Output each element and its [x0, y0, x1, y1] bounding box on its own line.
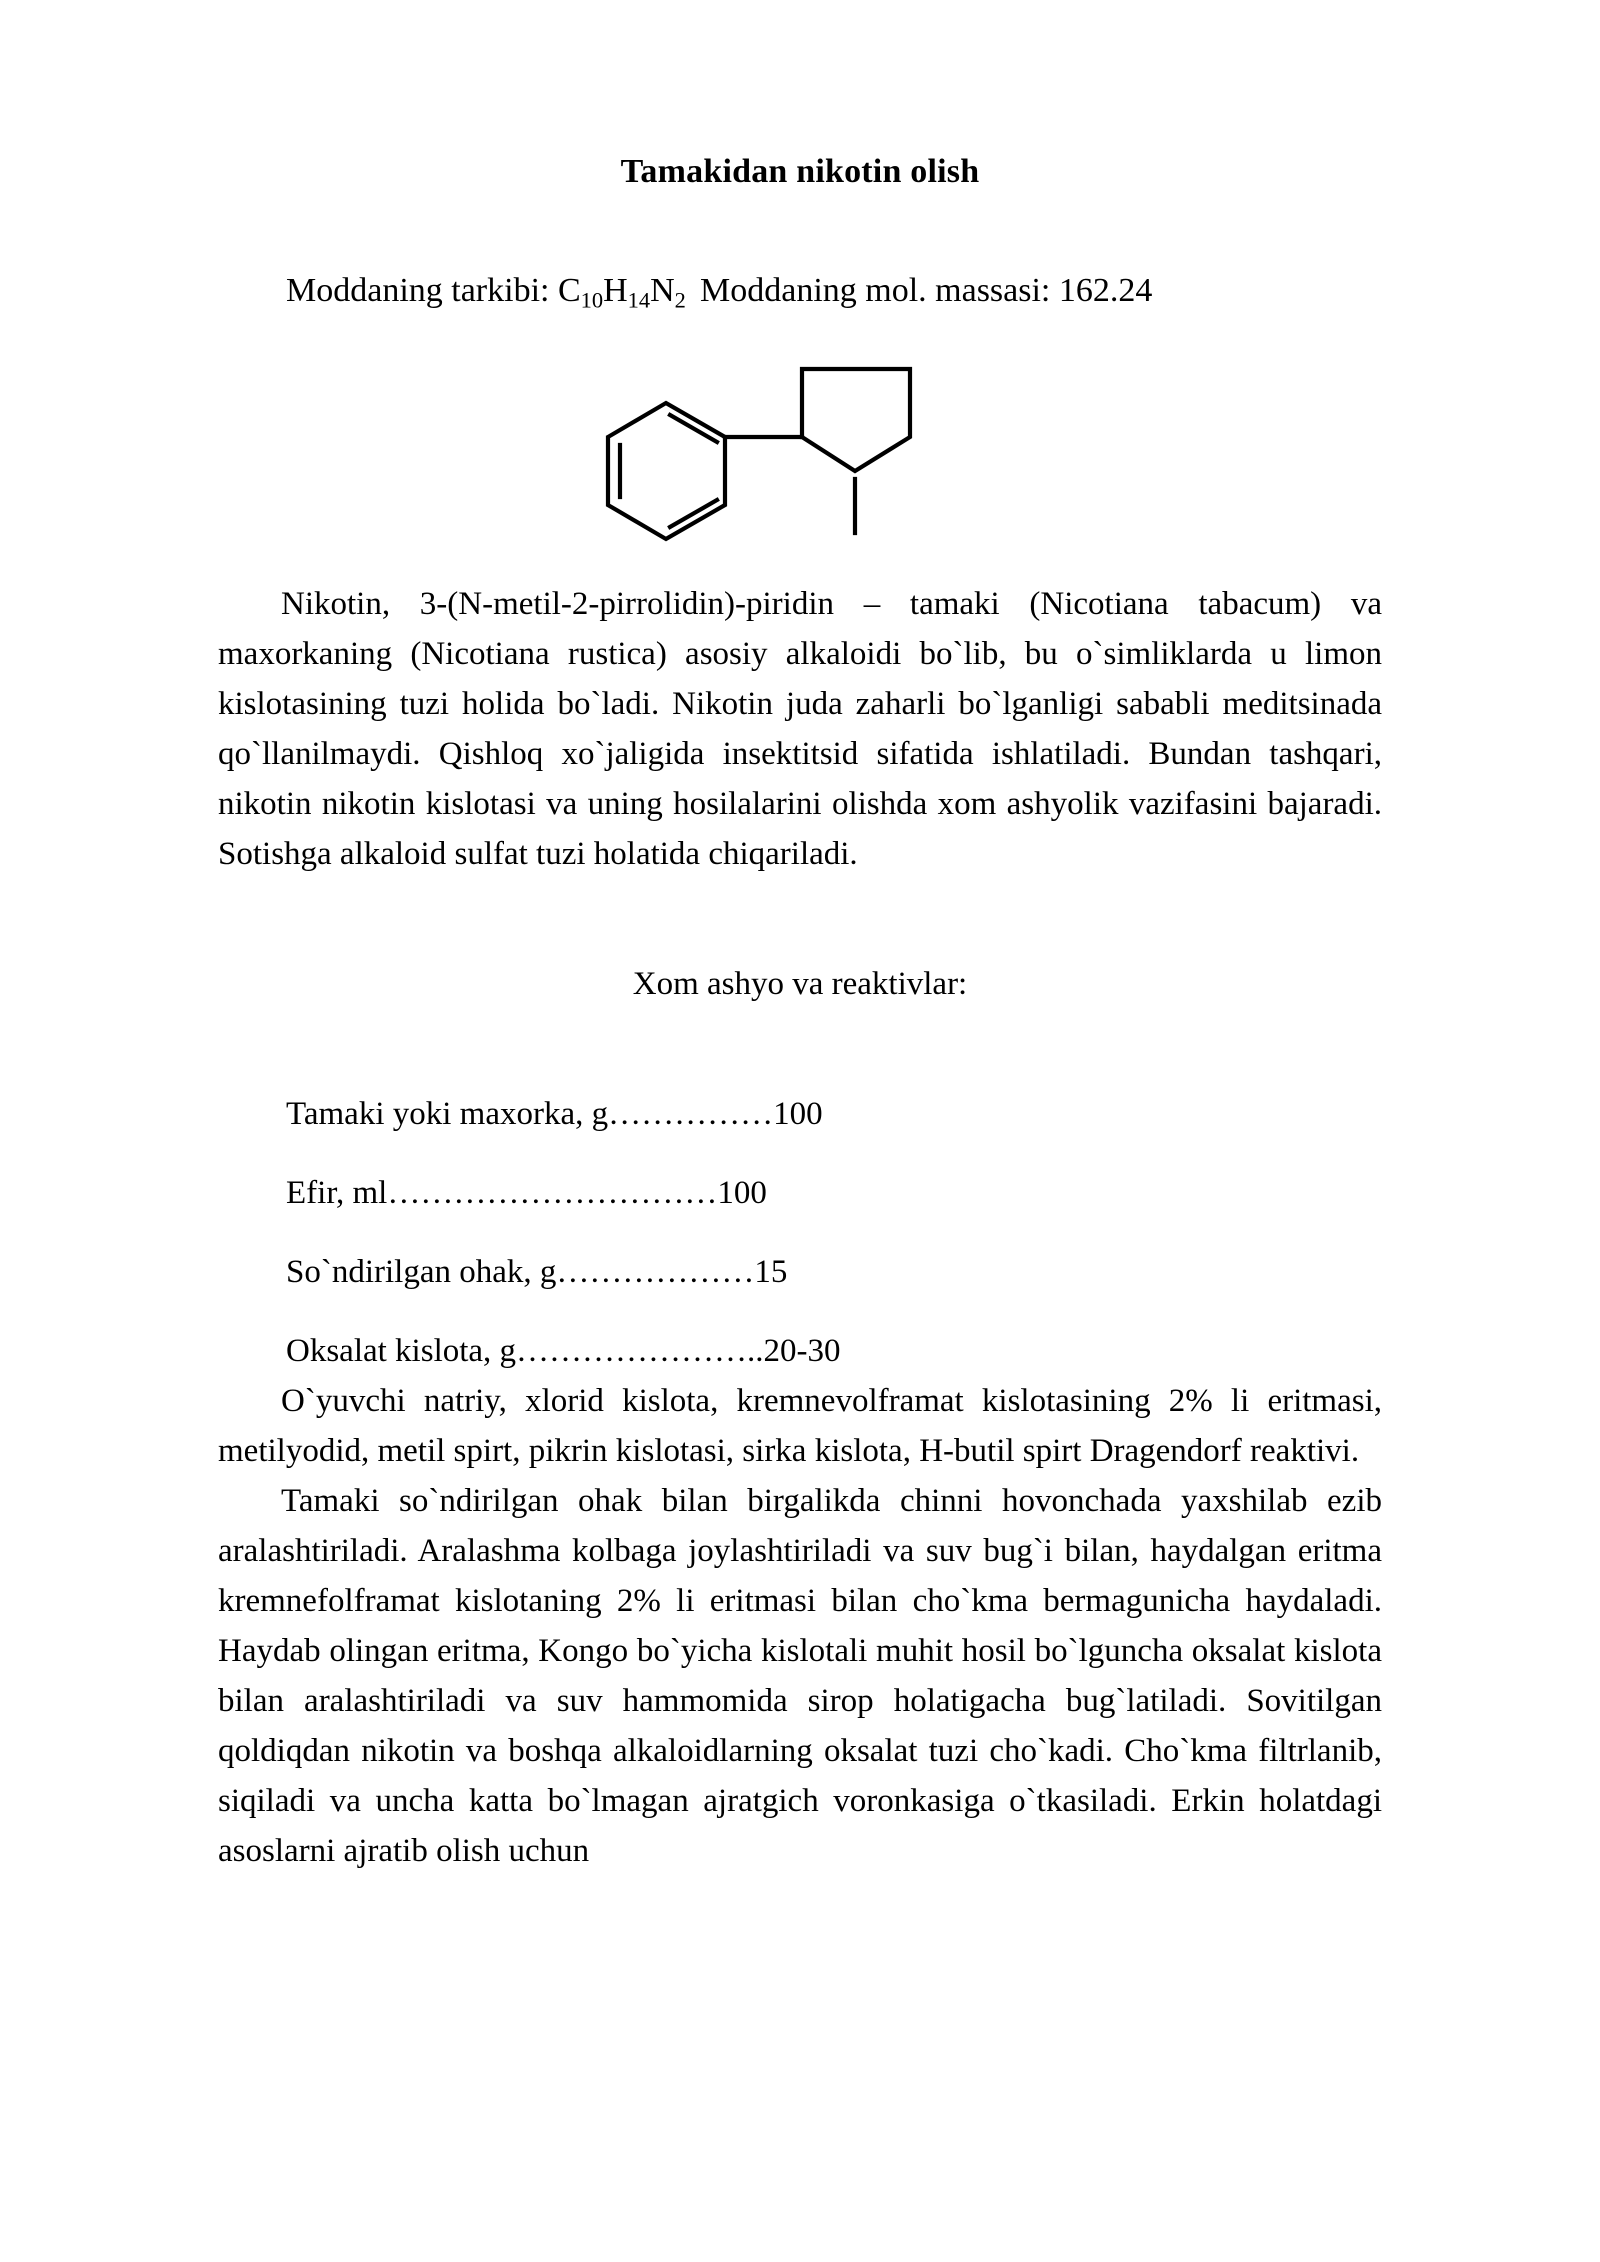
list-item: Efir, ml…………………………100: [286, 1174, 767, 1211]
page-content: [218, 0, 1382, 1876]
list-item: Oksalat kislota, g…………………..20-30: [286, 1332, 841, 1369]
reagents-paragraph: O`yuvchi natriy, xlorid kislota, kremnevolframat kislotasining 2% li eritmasi, metilyodid, metil spirt, pikrin kislotasi, sirka kislota, H-butil spirt Dragendorf reaktivi.: [218, 1382, 1382, 1469]
section-heading-materials: Xom ashyo va reaktivlar:: [632, 965, 968, 1002]
list-item: Tamaki yoki maxorka, g……………100: [286, 1095, 823, 1132]
formula-sub-hydrogen: 14: [627, 287, 651, 313]
formula-hydrogen: H: [603, 271, 628, 309]
formula-sub-carbon: 10: [580, 287, 604, 313]
formula-nitrogen: N: [650, 271, 675, 309]
molar-mass: Moddaning mol. massasi: 162.24: [700, 271, 1153, 309]
page-title: Tamakidan nikotin olish: [620, 153, 980, 190]
molecular-formula: [286, 269, 686, 313]
list-item: So`ndirilgan ohak, g………………15: [286, 1253, 788, 1290]
nicotine-structure-icon: [590, 349, 1010, 569]
formula-row: [218, 269, 1382, 313]
chemical-structure-figure: [218, 349, 1382, 579]
intro-paragraph: Nikotin, 3-(N-metil-2-pirrolidin)-piridin – tamaki (Nicotiana tabacum) va maxorkaning (Nicotiana rustica) asosiy alkaloidi bo`lib, bu o`simliklarda u limon kislotasining tuzi holida bo`ladi. Nikotin juda zaharli bo`lganligi sababli meditsinada qo`llanilmaydi. Qishloq xo`jaligida insektitsid sifatida ishlatiladi. Bundan tashqari, nikotin nikotin kislotasi va uning hosilalarini olishda xom ashyolik vazifasini bajaradi. Sotishga alkaloid sulfat tuzi holatida chiqariladi.: [218, 585, 1382, 872]
ingredients-list: [218, 1089, 1382, 1376]
procedure-paragraph: Tamaki so`ndirilgan ohak bilan birgalikda chinni hovonchada yaxshilab ezib aralashtiriladi. Aralashma kolbaga joylashtiriladi va suv bug`i bilan, haydalgan eritma kremnefolframat kislotaning 2% li eritmasi bilan cho`kma bermagunicha haydaladi. Haydab olingan eritma, Kongo bo`yicha kislotali muhit hosil bo`lguncha oksalat kislota bilan aralashtiriladi va suv hammomida sirop holatigacha bug`latiladi. Sovitilgan qoldiqdan nikotin va boshqa alkaloidlarning oksalat tuzi cho`kadi. Cho`kma filtrlanib, siqiladi va uncha katta bo`lmagan ajratgich voronkasiga o`tkasiladi. Erkin holatdagi asoslarni ajratib olish uchun: [218, 1482, 1382, 1869]
molecular-formula-label: Moddaning tarkibi: C: [286, 271, 581, 309]
formula-sub-nitrogen: 2: [674, 287, 686, 313]
